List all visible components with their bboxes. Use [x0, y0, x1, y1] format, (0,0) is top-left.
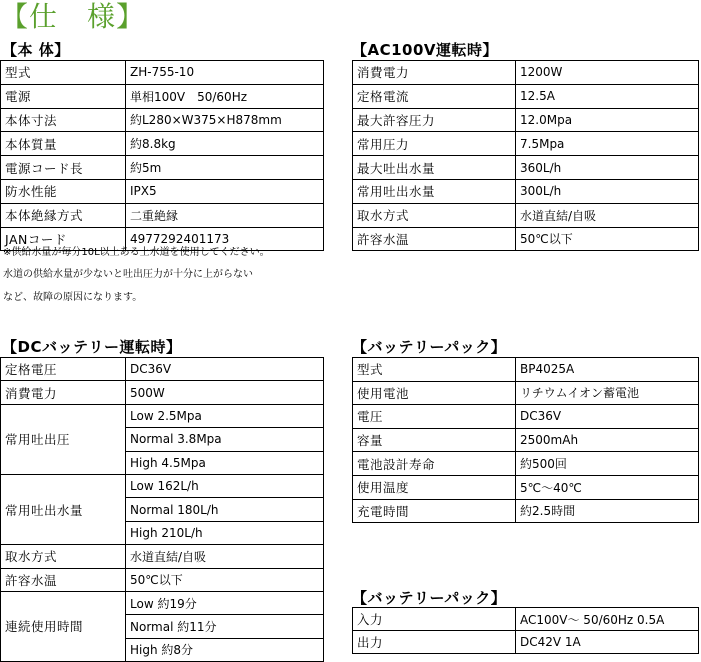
- spec-row: [1, 545, 324, 568]
- spec-row: [1, 203, 324, 227]
- spec-label: 許容水温: [353, 227, 516, 251]
- spec-value: Normal 約11分: [126, 615, 324, 638]
- spec-row: [353, 608, 699, 631]
- spec-value: 約L280×W375×H878mm: [126, 108, 324, 132]
- spec-value: ZH-755-10: [126, 61, 324, 85]
- spec-row: [353, 358, 699, 382]
- battery-spec-table: [352, 357, 699, 523]
- spec-label: 使用電池: [353, 381, 516, 405]
- spec-label: 定格電圧: [1, 358, 126, 381]
- spec-label: 充電時間: [353, 499, 516, 523]
- spec-label: 最大吐出水量: [353, 156, 516, 180]
- spec-label: 許容水温: [1, 568, 126, 591]
- spec-row: [1, 132, 324, 156]
- spec-value: 7.5Mpa: [516, 132, 699, 156]
- spec-label: 本体寸法: [1, 108, 126, 132]
- spec-label: 使用温度: [353, 475, 516, 499]
- spec-value: 360L/h: [516, 156, 699, 180]
- spec-label: JANコード: [1, 227, 126, 251]
- spec-label: 取水方式: [1, 545, 126, 568]
- spec-label: 容量: [353, 428, 516, 452]
- dc-spec-table: [0, 357, 324, 662]
- spec-label: 最大許容圧力: [353, 108, 516, 132]
- spec-row: [353, 179, 699, 203]
- spec-value: High 約8分: [126, 638, 324, 661]
- spec-row: [353, 452, 699, 476]
- spec-row: [1, 591, 324, 614]
- spec-value: Normal 180L/h: [126, 498, 324, 521]
- spec-row: [1, 404, 324, 427]
- spec-label: 電源: [1, 84, 126, 108]
- ac-spec-heading: 【AC100V運転時】: [352, 41, 499, 59]
- spec-value: 5℃～40℃: [516, 475, 699, 499]
- spec-row: [353, 156, 699, 180]
- spec-row: [353, 84, 699, 108]
- spec-label: 本体質量: [1, 132, 126, 156]
- spec-row: [1, 61, 324, 85]
- spec-value: High 210L/h: [126, 521, 324, 544]
- spec-label: 本体絶縁方式: [1, 203, 126, 227]
- spec-label: 型式: [353, 358, 516, 382]
- spec-value: 2500mAh: [516, 428, 699, 452]
- spec-value: 二重絶縁: [126, 203, 324, 227]
- spec-label: 型式: [1, 61, 126, 85]
- spec-row: [1, 568, 324, 591]
- supply-note-2: 水道の供給水量が少ないと吐出圧力が十分に上がらない: [3, 269, 253, 280]
- spec-label: 連続使用時間: [1, 591, 126, 661]
- supply-note-3: など、故障の原因になります。: [3, 292, 143, 303]
- spec-row: [1, 156, 324, 180]
- spec-label: 消費電力: [1, 381, 126, 404]
- spec-value: Normal 3.8Mpa: [126, 428, 324, 451]
- spec-value: Low 約19分: [126, 591, 324, 614]
- spec-row: [353, 203, 699, 227]
- spec-label: 電源コード長: [1, 156, 126, 180]
- spec-value: 1200W: [516, 61, 699, 85]
- spec-row: [1, 108, 324, 132]
- spec-value: High 4.5Mpa: [126, 451, 324, 474]
- spec-row: [353, 61, 699, 85]
- spec-value: リチウムイオン蓄電池: [516, 381, 699, 405]
- spec-value: BP4025A: [516, 358, 699, 382]
- spec-label: 電池設計寿命: [353, 452, 516, 476]
- spec-label: 防水性能: [1, 179, 126, 203]
- spec-value: 約8.8kg: [126, 132, 324, 156]
- spec-value: 約5m: [126, 156, 324, 180]
- spec-row: [1, 358, 324, 381]
- spec-row: [1, 381, 324, 404]
- spec-value: 300L/h: [516, 179, 699, 203]
- spec-value: 12.5A: [516, 84, 699, 108]
- spec-value: 500W: [126, 381, 324, 404]
- spec-label: 取水方式: [353, 203, 516, 227]
- spec-label: 常用吐出水量: [353, 179, 516, 203]
- spec-value: 50℃以下: [516, 227, 699, 251]
- spec-value: Low 2.5Mpa: [126, 404, 324, 427]
- spec-row: [353, 499, 699, 523]
- spec-row: [353, 428, 699, 452]
- spec-row: [353, 475, 699, 499]
- spec-value: 約500回: [516, 452, 699, 476]
- spec-row: [353, 132, 699, 156]
- spec-value: DC36V: [126, 358, 324, 381]
- spec-value: 単相100V 50/60Hz: [126, 84, 324, 108]
- spec-value: IPX5: [126, 179, 324, 203]
- spec-value: 50℃以下: [126, 568, 324, 591]
- spec-value: 水道直結/自吸: [126, 545, 324, 568]
- charger-spec-heading: 【バッテリーパック】: [352, 589, 507, 607]
- spec-row: [1, 84, 324, 108]
- page-title: 【仕 様】: [0, 0, 146, 33]
- spec-value: AC100V～ 50/60Hz 0.5A: [516, 608, 699, 631]
- spec-label: 定格電流: [353, 84, 516, 108]
- spec-label: 出力: [353, 631, 516, 654]
- spec-label: 常用圧力: [353, 132, 516, 156]
- spec-value: Low 162L/h: [126, 474, 324, 497]
- charger-spec-table: [352, 607, 699, 654]
- spec-row: [353, 381, 699, 405]
- spec-row: [353, 405, 699, 429]
- spec-value: 約2.5時間: [516, 499, 699, 523]
- spec-label: 電圧: [353, 405, 516, 429]
- ac-spec-table: [352, 60, 699, 251]
- supply-note-1: ※供給水量が毎分10L以上ある上水道を使用してください。: [3, 247, 270, 258]
- spec-row: [1, 474, 324, 497]
- battery-spec-heading: 【バッテリーパック】: [352, 338, 507, 356]
- spec-label: 入力: [353, 608, 516, 631]
- spec-label: 常用吐出圧: [1, 404, 126, 474]
- spec-value: 12.0Mpa: [516, 108, 699, 132]
- spec-row: [353, 631, 699, 654]
- spec-row: [1, 179, 324, 203]
- spec-row: [353, 227, 699, 251]
- spec-value: 水道直結/自吸: [516, 203, 699, 227]
- spec-value: DC36V: [516, 405, 699, 429]
- spec-label: 常用吐出水量: [1, 474, 126, 544]
- body-spec-heading: 【本 体】: [2, 41, 70, 59]
- spec-row: [353, 108, 699, 132]
- spec-value: 4977292401173: [126, 227, 324, 251]
- dc-spec-heading: 【DCバッテリー運転時】: [2, 338, 182, 356]
- spec-value: DC42V 1A: [516, 631, 699, 654]
- spec-label: 消費電力: [353, 61, 516, 85]
- body-spec-table: [0, 60, 324, 251]
